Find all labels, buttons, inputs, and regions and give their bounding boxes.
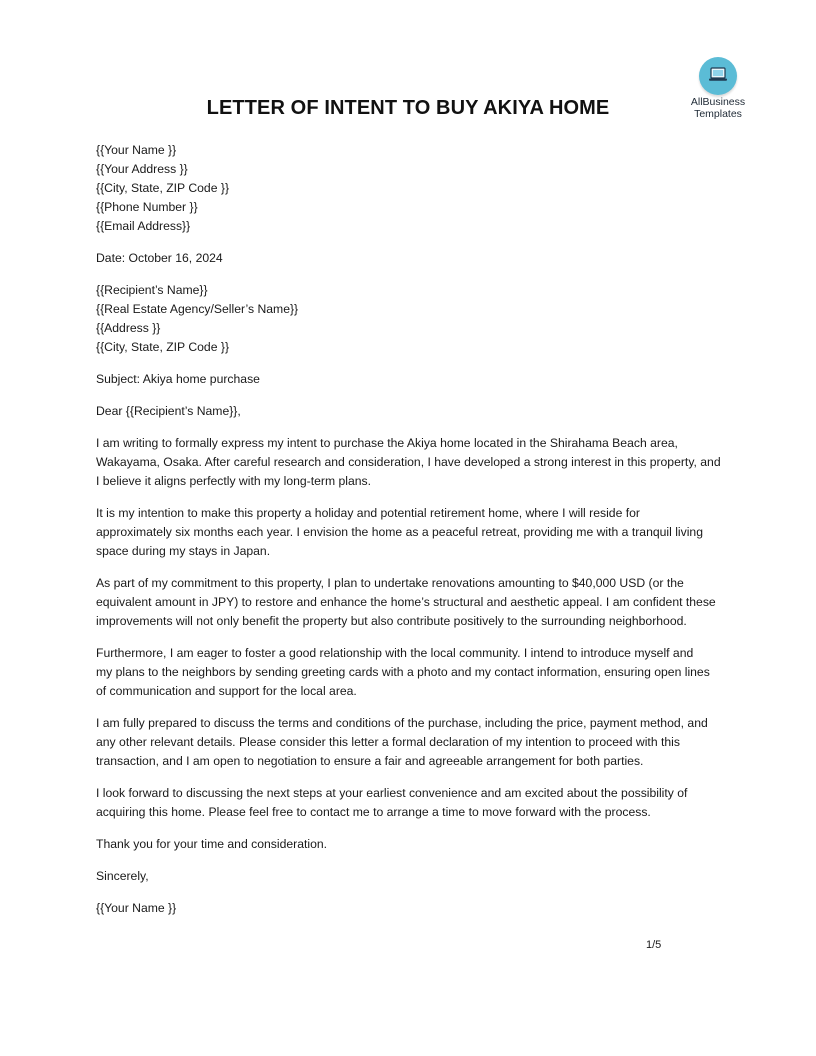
sender-address: {{Your Address }} xyxy=(96,162,188,176)
signature: {{Your Name }} xyxy=(96,901,177,915)
paragraph-line: Furthermore, I am eager to foster a good relationship with the local community. I intend to introduce myself and xyxy=(96,646,694,660)
closing: Sincerely, xyxy=(96,869,149,883)
paragraph-intent xyxy=(96,434,726,491)
letter-date: Date: October 16, 2024 xyxy=(96,251,223,265)
laptop-icon xyxy=(699,57,737,95)
page-number: 1/5 xyxy=(646,939,662,951)
paragraph-line: acquiring this home. Please feel free to contact me to arrange a time to move forward with the process. xyxy=(96,805,651,819)
paragraph-line: approximately six months each year. I envision the home as a peaceful retreat, providing me with a tranquil living xyxy=(96,525,703,539)
logo-line-1: AllBusiness xyxy=(690,96,746,108)
paragraph-line: transaction, and I am open to negotiation to ensure a fair and agreeable arrangement for both parties. xyxy=(96,754,644,768)
recipient-address: {{Address }} xyxy=(96,321,161,335)
paragraph-line: Wakayama, Osaka. After careful research and consideration, I have developed a strong interest in this property, and xyxy=(96,455,721,469)
paragraph-line: improvements will not only benefit the property but also contribute positively to the surrounding neighborhood. xyxy=(96,614,687,628)
sender-phone: {{Phone Number }} xyxy=(96,200,198,214)
paragraph-line: As part of my commitment to this property, I plan to undertake renovations amounting to $40,000 USD (or the xyxy=(96,576,684,590)
thanks-line: Thank you for your time and consideration. xyxy=(96,837,328,851)
sender-name: {{Your Name }} xyxy=(96,143,177,157)
paragraph-next-steps xyxy=(96,784,726,822)
paragraph-line: I am writing to formally express my intent to purchase the Akiya home located in the Shirahama Beach area, xyxy=(96,436,678,450)
paragraph-line: I believe it aligns perfectly with my long-term plans. xyxy=(96,474,372,488)
paragraph-line: of communication and support for the local area. xyxy=(96,684,357,698)
sender-block xyxy=(96,141,726,236)
logo-line-2: Templates xyxy=(694,107,742,120)
paragraph-community xyxy=(96,644,726,701)
paragraph-line: any other relevant details. Please consider this letter a formal declaration of my intention to proceed with this xyxy=(96,735,680,749)
letter-body xyxy=(96,141,726,931)
paragraph-purpose xyxy=(96,504,726,561)
recipient-city-state-zip: {{City, State, ZIP Code }} xyxy=(96,340,230,354)
paragraph-line: space during my stays in Japan. xyxy=(96,544,271,558)
subject-line: Subject: Akiya home purchase xyxy=(96,372,260,386)
sender-city-state-zip: {{City, State, ZIP Code }} xyxy=(96,181,230,195)
recipient-block xyxy=(96,281,726,357)
paragraph-line: It is my intention to make this property a holiday and potential retirement home, where I will reside for xyxy=(96,506,640,520)
recipient-agency: {{Real Estate Agency/Seller’s Name}} xyxy=(96,302,299,316)
recipient-name: {{Recipient’s Name}} xyxy=(96,283,208,297)
paragraph-terms xyxy=(96,714,726,771)
sender-email: {{Email Address}} xyxy=(96,219,191,233)
paragraph-renovations xyxy=(96,574,726,631)
paragraph-line: my plans to the neighbors by sending greeting cards with a photo and my contact information, ensuring open lines xyxy=(96,665,710,679)
paragraph-line: I am fully prepared to discuss the terms and conditions of the purchase, including the price, payment method, and xyxy=(96,716,708,730)
document-title: LETTER OF INTENT TO BUY AKIYA HOME xyxy=(206,97,610,119)
paragraph-line: I look forward to discussing the next steps at your earliest convenience and am excited about the possibility of xyxy=(96,786,688,800)
paragraph-line: equivalent amount in JPY) to restore and enhance the home’s structural and aesthetic appeal. I am confident these xyxy=(96,595,716,609)
salutation: Dear {{Recipient’s Name}}, xyxy=(96,404,241,418)
